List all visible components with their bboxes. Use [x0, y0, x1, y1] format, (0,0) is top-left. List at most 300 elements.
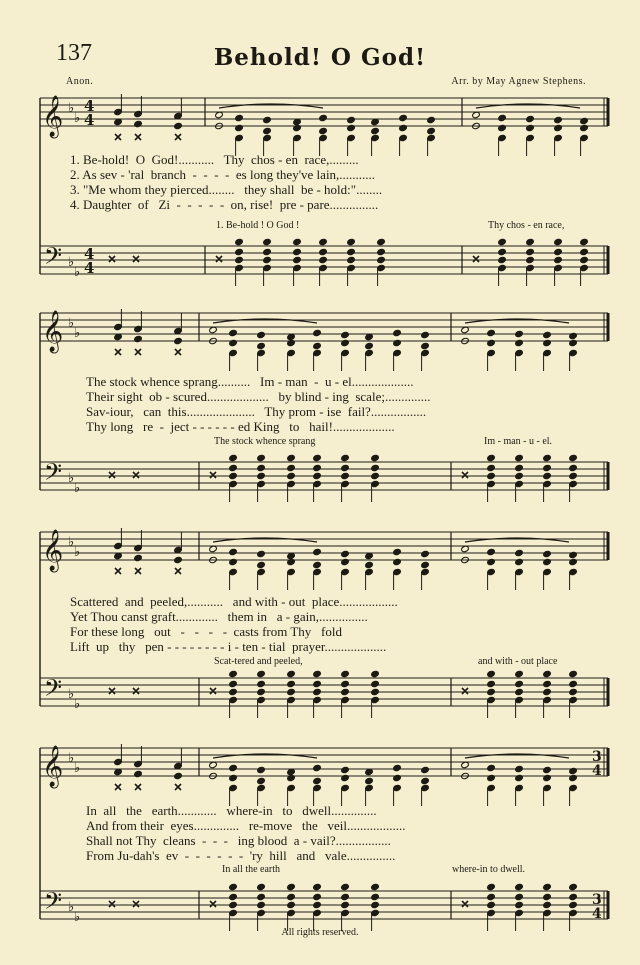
note-head: [543, 766, 552, 773]
note-head: [487, 688, 496, 695]
note-head: [341, 464, 350, 471]
note-head: [229, 680, 238, 687]
note-head: [341, 472, 350, 479]
note-head: [257, 901, 266, 908]
note-head: [515, 670, 524, 677]
rest: [133, 901, 139, 907]
key-flat: ♭: [68, 101, 75, 116]
note-head: [235, 248, 244, 255]
note-head: [580, 238, 589, 245]
note-head: [393, 764, 402, 771]
note-head: [347, 124, 356, 131]
note-head: [399, 124, 408, 131]
note-head: [569, 558, 578, 565]
note-head: [229, 454, 238, 461]
note-head: [569, 339, 578, 346]
note-head: [487, 329, 496, 336]
rest: [175, 568, 181, 574]
note-head: [393, 558, 402, 565]
note-head: [313, 764, 322, 771]
verse-line: Yet Thou canst graft............. them in a - gain,...............: [70, 609, 368, 624]
note-head: [526, 238, 535, 245]
note-head: [341, 454, 350, 461]
verse-line: In all the earth............ where-in to dwell..............: [86, 803, 377, 818]
note-head: [263, 127, 272, 134]
bass-clef: 𝄢: [44, 674, 63, 707]
note-head: [569, 472, 578, 479]
rest: [175, 349, 181, 355]
note-head: [543, 454, 552, 461]
note-head: [421, 342, 430, 349]
note-head: [371, 464, 380, 471]
note-head: [543, 339, 552, 346]
rest: [133, 256, 139, 262]
note-head: [313, 548, 322, 555]
key-flat: ♭: [68, 900, 75, 915]
key-flat: ♭: [68, 751, 75, 766]
bass-lyric-left: The stock whence sprang: [214, 436, 316, 447]
note-head: [393, 339, 402, 346]
note-head: [427, 116, 436, 123]
note-head: [229, 774, 238, 781]
note-head: [515, 893, 524, 900]
note-head: [287, 901, 296, 908]
note-head: [487, 901, 496, 908]
verse-line: Shall not Thy cleans - - - ing blood a - vail?.................: [86, 833, 391, 848]
note-head: [421, 561, 430, 568]
note-head: [257, 550, 266, 557]
note-head: [543, 774, 552, 781]
note-head: [487, 454, 496, 461]
bass-lyric-right: and with - out place: [478, 656, 558, 667]
note-head: [235, 124, 244, 131]
rest: [175, 134, 181, 140]
verse-block-4: [86, 803, 606, 863]
note-head: [421, 777, 430, 784]
note-head: [235, 238, 244, 245]
key-flat: ♭: [74, 697, 81, 712]
note-head: [543, 472, 552, 479]
rest: [109, 472, 115, 478]
note-head: [293, 256, 302, 263]
note-head: [543, 558, 552, 565]
copyright-note: All rights reserved.: [281, 927, 359, 938]
rest: [216, 256, 222, 262]
note-head: [515, 901, 524, 908]
note-head: [319, 127, 328, 134]
note-head: [543, 688, 552, 695]
time-signature-top: 3: [592, 892, 602, 908]
note-head: [515, 464, 524, 471]
note-head: [498, 114, 507, 121]
note-head: [287, 472, 296, 479]
note-head: [263, 116, 272, 123]
note-head: [341, 883, 350, 890]
bass-lyric-right: where-in to dwell.: [452, 864, 526, 875]
note-head: [174, 556, 183, 563]
note-head: [229, 472, 238, 479]
bass-lyric-left: 1. Be-hold ! O God !: [216, 220, 300, 231]
note-head: [487, 680, 496, 687]
note-head: [371, 901, 380, 908]
note-head: [313, 561, 322, 568]
time-signature-bottom: 4: [592, 763, 602, 779]
verse-line: Sav-iour, can this..................... Thy prom - ise fail?.................: [86, 404, 427, 419]
note-head: [313, 883, 322, 890]
verse-line: 3. "Me whom they pierced........ they shall be - hold:"........: [70, 182, 383, 197]
note-head: [515, 688, 524, 695]
note-head: [174, 122, 183, 129]
note-head: [293, 124, 302, 131]
rest: [109, 688, 115, 694]
note-head: [526, 248, 535, 255]
note-head: [287, 339, 296, 346]
note-head: [235, 114, 244, 121]
note-head: [365, 342, 374, 349]
note-head: [341, 680, 350, 687]
note-head: [257, 670, 266, 677]
note-head: [341, 331, 350, 338]
note-head: [229, 548, 238, 555]
note-head: [313, 688, 322, 695]
rest: [115, 349, 121, 355]
note-head: [515, 558, 524, 565]
key-flat: ♭: [68, 535, 75, 550]
note-head: [515, 765, 524, 772]
time-signature-bottom: 4: [592, 906, 602, 922]
key-flat: ♭: [74, 545, 81, 560]
note-head: [393, 548, 402, 555]
note-head: [313, 464, 322, 471]
note-head: [341, 558, 350, 565]
note-head: [569, 688, 578, 695]
rest: [109, 901, 115, 907]
treble-clef: 𝄞: [42, 311, 64, 352]
note-head: [293, 248, 302, 255]
note-head: [515, 774, 524, 781]
note-head: [229, 901, 238, 908]
note-head: [174, 772, 183, 779]
note-head: [287, 680, 296, 687]
note-head: [498, 248, 507, 255]
bass-lyric-left: In all the earth: [222, 864, 281, 875]
note-head: [569, 551, 578, 558]
rest: [210, 472, 216, 478]
note-head: [287, 454, 296, 461]
key-flat: ♭: [74, 265, 81, 280]
note-head: [229, 464, 238, 471]
note-head: [580, 248, 589, 255]
rest: [135, 349, 141, 355]
bass-clef: 𝄢: [44, 458, 63, 491]
note-head: [393, 774, 402, 781]
note-head: [554, 238, 563, 245]
note-head: [229, 688, 238, 695]
note-head: [347, 256, 356, 263]
note-head: [313, 329, 322, 336]
note-head: [554, 248, 563, 255]
note-head: [393, 329, 402, 336]
note-head: [229, 329, 238, 336]
note-head: [287, 558, 296, 565]
note-head: [341, 893, 350, 900]
time-signature-top: 4: [84, 245, 95, 263]
note-head: [569, 767, 578, 774]
note-head: [569, 464, 578, 471]
note-head: [134, 120, 143, 127]
note-head: [287, 893, 296, 900]
key-flat: ♭: [68, 255, 75, 270]
rest: [135, 134, 141, 140]
hymn-title: Behold! O God!: [213, 44, 427, 71]
time-signature-bottom: 4: [84, 259, 95, 277]
note-head: [287, 464, 296, 471]
note-head: [257, 472, 266, 479]
note-head: [371, 893, 380, 900]
credit-arranger: Arr. by May Agnew Stephens.: [451, 76, 586, 87]
note-head: [134, 335, 143, 342]
note-head: [341, 766, 350, 773]
key-flat: ♭: [68, 316, 75, 331]
note-head: [287, 883, 296, 890]
note-head: [487, 764, 496, 771]
key-flat: ♭: [68, 471, 75, 486]
rest: [135, 784, 141, 790]
note-head: [526, 124, 535, 131]
note-head: [313, 472, 322, 479]
note-head: [377, 256, 386, 263]
note-head: [365, 777, 374, 784]
treble-clef: 𝄞: [42, 96, 64, 137]
note-head: [569, 454, 578, 461]
note-head: [554, 256, 563, 263]
note-head: [229, 339, 238, 346]
verse-block-3: [70, 594, 590, 654]
note-head: [287, 774, 296, 781]
note-head: [341, 688, 350, 695]
note-head: [257, 331, 266, 338]
note-head: [257, 342, 266, 349]
note-head: [543, 331, 552, 338]
note-head: [371, 680, 380, 687]
key-flat: ♭: [68, 687, 75, 702]
bass-clef: 𝄢: [44, 887, 63, 920]
rest: [115, 568, 121, 574]
note-head: [134, 554, 143, 561]
note-head: [569, 332, 578, 339]
note-head: [487, 339, 496, 346]
note-head: [257, 454, 266, 461]
verse-line: 4. Daughter of Zi - - - - - on, rise! pre - pare...............: [70, 197, 379, 212]
note-head: [421, 766, 430, 773]
note-head: [554, 116, 563, 123]
note-head: [543, 893, 552, 900]
note-head: [554, 124, 563, 131]
hymn-number: 137: [56, 40, 92, 66]
note-head: [515, 549, 524, 556]
note-head: [263, 238, 272, 245]
note-head: [347, 248, 356, 255]
rest: [210, 688, 216, 694]
key-flat: ♭: [74, 326, 81, 341]
note-head: [257, 688, 266, 695]
note-head: [487, 893, 496, 900]
rest: [175, 784, 181, 790]
rest: [109, 256, 115, 262]
note-head: [569, 680, 578, 687]
rest: [115, 784, 121, 790]
note-head: [580, 124, 589, 131]
rest: [210, 901, 216, 907]
note-head: [487, 464, 496, 471]
note-head: [313, 454, 322, 461]
rest: [462, 472, 468, 478]
verse-line: Lift up thy pen - - - - - - - - i - ten - tial prayer...................: [70, 639, 387, 654]
time-signature-top: 3: [592, 749, 602, 765]
note-head: [287, 670, 296, 677]
note-head: [487, 774, 496, 781]
note-head: [580, 117, 589, 124]
verse-line: 2. As sev - 'ral branch - - - - es long they've lain,...........: [70, 167, 376, 182]
note-head: [229, 670, 238, 677]
note-head: [313, 342, 322, 349]
key-flat: ♭: [74, 910, 81, 925]
note-head: [257, 766, 266, 773]
rest: [133, 472, 139, 478]
verse-line: And from their eyes.............. re-move the veil..................: [86, 818, 406, 833]
note-head: [543, 670, 552, 677]
note-head: [371, 670, 380, 677]
note-head: [569, 774, 578, 781]
note-head: [263, 248, 272, 255]
note-head: [313, 670, 322, 677]
note-head: [371, 127, 380, 134]
verse-line: For these long out - - - - casts from Thy fold: [70, 624, 342, 639]
note-head: [569, 670, 578, 677]
key-flat: ♭: [74, 481, 81, 496]
verse-line: 1. Be-hold! O God!........... Thy chos - en race,.........: [70, 152, 359, 167]
key-flat: ♭: [74, 761, 81, 776]
note-head: [313, 777, 322, 784]
bass-lyric-left: Scat-tered and peeled,: [214, 656, 303, 667]
note-head: [580, 256, 589, 263]
bass-lyric-right: Im - man - u - el.: [484, 436, 553, 447]
rest: [135, 568, 141, 574]
verse-line: From Ju-dah's ev - - - - - - 'ry hill and vale...............: [86, 848, 396, 863]
note-head: [371, 454, 380, 461]
note-head: [515, 680, 524, 687]
verse-line: Scattered and peeled,........... and with - out place..................: [70, 594, 398, 609]
verse-block-1: [70, 152, 590, 212]
rest: [462, 688, 468, 694]
verse-line: Their sight ob - scured................... by blind - ing scale;..............: [86, 389, 431, 404]
note-head: [341, 774, 350, 781]
note-head: [377, 238, 386, 245]
note-head: [257, 777, 266, 784]
note-head: [515, 454, 524, 461]
note-head: [371, 472, 380, 479]
note-head: [313, 893, 322, 900]
note-head: [515, 883, 524, 890]
note-head: [487, 670, 496, 677]
note-head: [263, 256, 272, 263]
treble-clef: 𝄞: [42, 530, 64, 571]
note-head: [257, 680, 266, 687]
verse-block-2: [86, 374, 606, 434]
note-head: [487, 548, 496, 555]
bass-clef: 𝄢: [44, 242, 63, 275]
verse-line: Thy long re - ject - - - - - - ed King to hail!...................: [86, 419, 395, 434]
note-head: [487, 883, 496, 890]
note-head: [543, 883, 552, 890]
note-head: [235, 256, 244, 263]
note-head: [319, 238, 328, 245]
note-head: [257, 893, 266, 900]
note-head: [515, 339, 524, 346]
note-head: [319, 248, 328, 255]
note-head: [427, 127, 436, 134]
time-signature-bottom: 4: [84, 111, 95, 129]
note-head: [515, 472, 524, 479]
note-head: [341, 670, 350, 677]
note-head: [526, 115, 535, 122]
note-head: [569, 901, 578, 908]
note-head: [421, 331, 430, 338]
note-head: [498, 124, 507, 131]
note-head: [498, 256, 507, 263]
note-head: [257, 464, 266, 471]
note-head: [293, 238, 302, 245]
verse-line: The stock whence sprang.......... Im - man - u - el...................: [86, 374, 414, 389]
note-head: [313, 680, 322, 687]
note-head: [543, 550, 552, 557]
credit-author: Anon.: [66, 76, 94, 87]
note-head: [487, 558, 496, 565]
rest: [115, 134, 121, 140]
rest: [462, 901, 468, 907]
note-head: [543, 464, 552, 471]
note-head: [569, 893, 578, 900]
note-head: [543, 680, 552, 687]
note-head: [399, 114, 408, 121]
note-head: [229, 558, 238, 565]
note-head: [569, 883, 578, 890]
note-head: [134, 770, 143, 777]
note-head: [341, 339, 350, 346]
note-head: [543, 901, 552, 908]
note-head: [515, 330, 524, 337]
treble-clef: 𝄞: [42, 746, 64, 787]
note-head: [371, 688, 380, 695]
note-head: [377, 248, 386, 255]
note-head: [313, 901, 322, 908]
note-head: [319, 114, 328, 121]
note-head: [487, 472, 496, 479]
note-head: [347, 116, 356, 123]
note-head: [371, 883, 380, 890]
rest: [473, 256, 479, 262]
note-head: [347, 238, 356, 245]
note-head: [174, 337, 183, 344]
note-head: [498, 238, 507, 245]
note-head: [229, 883, 238, 890]
note-head: [421, 550, 430, 557]
note-head: [341, 901, 350, 908]
note-head: [365, 561, 374, 568]
note-head: [229, 764, 238, 771]
note-head: [257, 561, 266, 568]
note-head: [287, 688, 296, 695]
